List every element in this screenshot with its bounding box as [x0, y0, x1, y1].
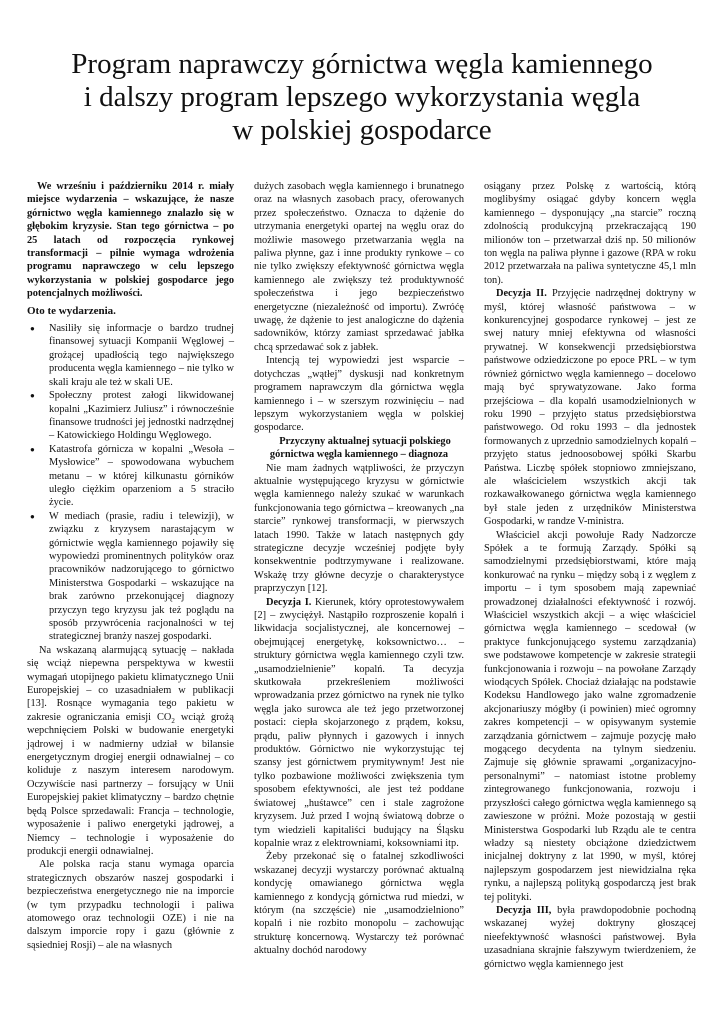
title-line-3: w polskiej gospodarce — [232, 114, 492, 146]
events-subheading: Oto te wydarzenia. — [27, 304, 116, 317]
paragraph-causes: Nie mam żadnych wątpliwości, że przyczyn aktualnie występującego kryzysu w górnictwie węgla kamiennego należy szukać w warunkach funkcjonowania tego górnictwa – kreowanych „na starcie” rynkowej transformacji, w pierwszych latach 1990. Także w latach następnych gdy strategiczne decyzje wcześniej podjęte były konsekwentnie podtrzymywane i realizowane. Wskażę trzy główne decyzje o charakterystyce praprzyczyn [12]. — [254, 462, 464, 595]
paragraph-comparison: Żeby przekonać się o fatalnej szkodliwości wskazanej decyzji wystarczy porównać aktualną kondycję omawianego górnictwa węgla kamiennego z kondycją górnictwa rud miedzi, w którym (na szczęście) nie „usamodzielniono” kopalń i nie rozbito monopolu – zachowując strukturę koncernową. Wystarczy też porównać aktualny dochód narodowy — [254, 851, 464, 957]
page-title — [30, 48, 694, 147]
decision-1-label: Decyzja I. — [266, 596, 312, 608]
paragraph-shareholder: Właściciel akcji powołuje Rady Nadzorcze Spółek a te formują Zarządy. Spółki są samodzielnymi przedsiębiorstwami, które mają konkurować na rynku – między sobą i z węglem z importu – i tym sposobem mają zapewniać prowadzonej działalności efektywność i rozwój. Właściciel wszystkich akcji – a więc właściciel górnictwa węgla kamiennego – scedował (w praktyce funkcjonującego systemu zarządzania) swe podstawowe kompetencje w zakresie strategii funkcjonowania i rozwoju – na powołane Zarządy wiodących Spółek. Chociaż działając na podstawie Kodeksu Handlowego jako walne zgromadzenie akcjonariuszy mógłby (i powinien) mieć ogromny zakres kompetencji – w opisywanym systemie zarządzania górnictwem – zajmuje pozycję mało mogącego decydenta na tylnym siedzeniu. Zajmuje się głównie sprawami „organizacyjno-personalnymi” – natomiast istotne problemy zintegrowanego funkcjonowania, rozwoju i przyszłości całego górnictwa węgla kamiennego są zawieszone w próżni. Może pozostają w gestii Ministerstwa Gospodarki lub Rządu ale te centra władzy są niestety obciążone dziedzictwem inicjalnej doktryny z lat 1990, w myśl, której najlepszym gospodarzem jest niewidzialna ręka rynku, a najlepszą polityką gospodarczą jest brak tej polityki. — [484, 529, 696, 903]
paragraph-decision-2: Decyzja II. Przyjęcie nadrzędnej doktryny w myśl, której własność państwowa – w konkurencyjnej gospodarce rynkowej – jest ze swej natury mniej efektywna od własności prywatnej. W konsekwencji przedsiębiorstwa państwowe odziedziczone po epoce PRL – w tym również górnictwo węgla kamiennego – docelowo mają być sprywatyzowane. Jako forma przejściowa – dla kopalń usamodzielnionych w roku 1990 – przyjęto status przedsiębiorstwa państwowego. Od roku 1993 – dla jednostek formowanych z uprzednio samodzielnych kopalń – przyjęto status jednoosobowej spółki Skarbu Państwa. Liczbę spółek stopniowo zmniejszano, ale właścicielem wszystkich akcji tak rozkawałkowanego górnictwa węgla kamiennego był stale jeden z urzędników Ministerstwa Gospodarki, w randze V-ministra. — [484, 288, 697, 528]
column-2 — [254, 180, 464, 958]
paragraph-raison-detat: Ale polska racja stanu wymaga oparcia strategicznych obszarów naszej gospodarki i bezpieczeństwa energetycznego nie na imporcie (w tym przypadku technologii i paliwa atomowego oraz technologii OZE) i nie na dalszym imporcie ropy i gazu (głównie z sąsiedniej Rosji) – ale na własnych — [27, 859, 234, 951]
column-1 — [27, 180, 234, 952]
decision-2-label: Decyzja II. — [496, 288, 547, 300]
paragraph-coal-resources: dużych zasobach węgla kamiennego i brunatnego oraz na własnych zasobach pracy, oferowanych przez społeczeństwo. Oznacza to dążenie do utrzymania energetyki opartej na węglu oraz do możliwie masowego przetwarzania węgla na paliwa płynne, gaz i inne produkty rynkowe – co nie tylko zwiększy efektywność górnictwa węgla kamiennego ale zwiększy też produktywność społeczeństwa i jego bezpieczeństwo energetyczne (niezależność od importu). Zwróćę uwagę, że dążenie to jest analogiczne do dążenia sadowników, którzy zamiast sprzedawać jabłka chcą sprzedawać sok z jabłek. — [254, 181, 464, 353]
event-item: ● Nasiliły się informacje o bardzo trudnej finansowej sytuacji Kompanii Węglowej – grożącej upadłością tego największego producenta węgla kamiennego – nie tylko w skali kraju ale też w skali UE. — [49, 322, 234, 389]
event-item: ● Społeczny protest załogi likwidowanej kopalni „Kazimierz Juliusz” i równocześnie finansowe trudności jej jednostki nadrzędnej – Katowickiego Holdingu Węglowego. — [49, 389, 234, 443]
paragraph-national-income: osiągany przez Polskę z wartością, którą moglibyśmy osiągać gdyby koncern węgla kamiennego – dysponujący „na starcie” roczną zdolnością produkcyjną przekraczającą 190 milionów ton – przetwarzał dziś np. 50 milionów ton węgla na paliwa płynne i gazowe (RPA w roku 2012 przetwarzała na paliwa syntetyczne 45,1 mln ton). — [484, 181, 696, 286]
paragraph-climate-package: Na wskazaną alarmującą sytuację – nakłada się wciąż niepewna perspektywa w kwestii wymagań utopijnego pakietu klimatycznego Unii Europejskiej – co uzasadniałem w publikacji [13]. Rosnące wymagania tego pakietu w zakresie ograniczania emisji $CO_2$ wciąż grożą wepchnięciem Polski w budowanie energetyki jądrowej i w nadmierny udział w bilansie energetycznym drogiej energii odnawialnej – co koliduje z naszym interesem narodowym. Oczywiście nasi partnerzy – forsujący w Unii Europejskiej pakiet klimatyczny – bardzo chętnie będą Polsce sprzedawali: Francja – technologie, wyposażenie i paliwo energetyki jądrowej, a Niemcy – technologie i wyposażenie do produkcji energii odnawialnej. — [27, 644, 234, 857]
title-line-1: Program naprawczy górnictwa węgla kamiennego — [71, 48, 653, 80]
section-heading-diagnosis: Przyczyny aktualnej sytuacji polskiego górnictwa węgla kamiennego – diagnoza — [269, 435, 451, 461]
event-item: ● Katastrofa górnicza w kopalni „Wesoła – Mysłowice” – spowodowana wybuchem metanu – w której kilkunastu górników uległo ciężkim oparzeniom a 5 straciło życie. — [49, 443, 234, 510]
column-3 — [484, 180, 696, 971]
events-list — [27, 322, 234, 644]
paragraph-decision-1: Decyzja I. Kierunek, który oprotestowywałem [2] – zwyciężył. Nastąpiło rozproszenie kopalń i likwidacja socjalistycznej, ale koncernowej – obejmującej energetykę, koksownictwo… – struktury górnictwa węgla kamiennego czyli tzw. „usamodzielnienie” kopalń. Ta decyzja skutkowała przekreśleniem możliwości wprowadzania przez górnictwo na rynek nie tylko węgla jako surowca ale też jego przetworzonej postaci: ciepła skojarzonego z prądem, koksu, prądu, paliw płynnych i gazowych i innych produktów. Górnictwo nie wykorzystując tej szansy jest górnictwem prymitywnym! Jest nie tylko pozbawione możliwości zwiększenia tym sposobem efektywności, ale jest też poddane światowej „huśtawce” cen i stale zagrożone kryzysem. Już przed I wojną światową dobrze o tym wiedzieli kapitaliści budujący na Śląsku kopalnie wraz z elektrowniami, koksowniami itp. — [254, 596, 464, 849]
paragraph-intention: Intencją tej wypowiedzi jest wsparcie – dotychczas „wątłej” dyskusji nad konkretnym programem naprawczym dla górnictwa węgla kamiennego i – w szerszym rozwinięciu – nad lepszym wykorzystaniem węgla w polskiej gospodarce. — [254, 355, 464, 434]
paragraph-decision-3: Decyzja III, była prawdopodobnie pochodną wskazanej wyżej doktryny głoszącej nieefektywność własności państwowej. Była uzasadniana skrajnie fałszywym twierdzeniem, że górnictwo węgla kamiennego jest — [484, 904, 696, 970]
decision-3-label: Decyzja III, — [496, 904, 552, 916]
event-item: ● W mediach (prasie, radiu i telewizji), w związku z kryzysem narastającym w górnictwie węgla kamiennego pojawiły się wypowiedzi prominentnych polityków oraz pracowników nadzorującego to górnictwo Ministerstwa Gospodarki – wskazujące na brak zarówno przekonującej diagnozy przyczyn tego kryzysu jak też poglądu na sposób przywrócenia racjonalności w tej strategicznej branży naszej gospodarki. — [49, 510, 234, 644]
lead-paragraph: We wrześniu i październiku 2014 r. miały miejsce wydarzenia – wskazujące, że nasze górnictwo węgla kamiennego znalazło się w głębokim kryzysie. Stan tego górnictwa – po 25 latach od rozpoczęcia rynkowej transformacji – pilnie wymaga wdrożenia programu naprawczego w celu lepszego wykorzystania w polskiej gospodarce jego potencjalnych możliwości. — [27, 181, 234, 300]
title-line-2: i dalszy program lepszego wykorzystania węgla — [83, 81, 641, 113]
